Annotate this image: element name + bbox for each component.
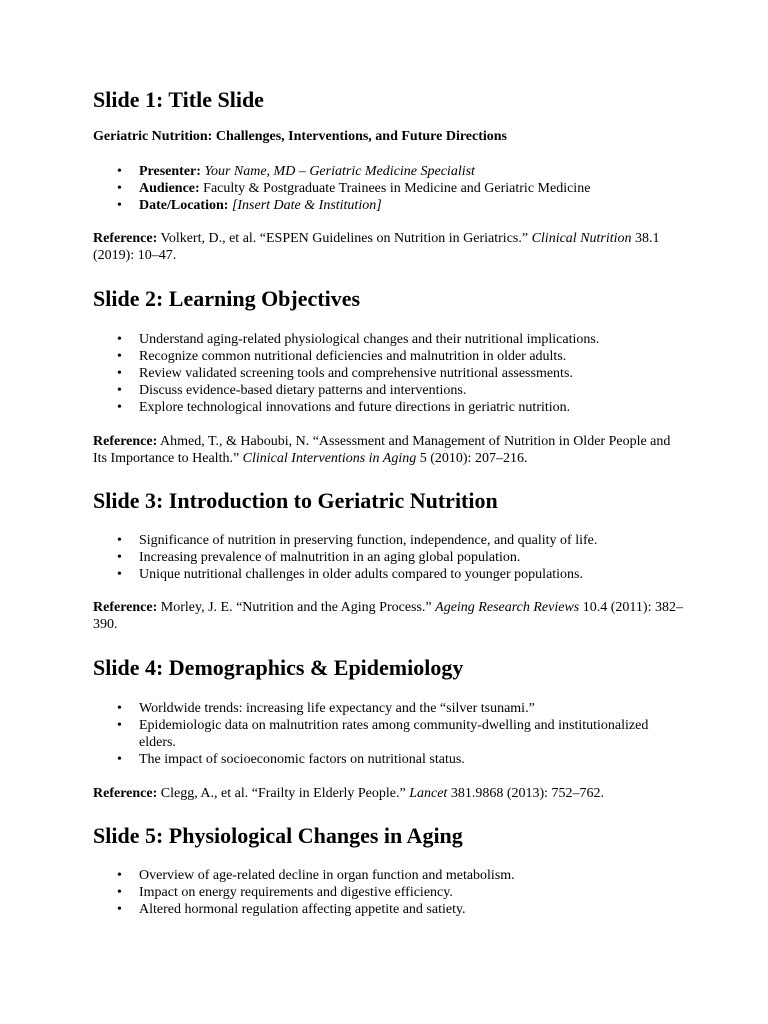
- slide1-heading: Slide 1: Title Slide: [93, 87, 264, 112]
- slide1-subtitle: Geriatric Nutrition: Challenges, Interventions, and Future Directions: [93, 129, 508, 144]
- slide3-reference: [93, 599, 683, 633]
- document-page: [93, 86, 683, 918]
- reference-citation: 10.4 (2011): 382–390.: [93, 600, 683, 632]
- slide2-heading: Slide 2: Learning Objectives: [93, 286, 361, 311]
- slide3-heading: Slide 3: Introduction to Geriatric Nutrition: [93, 488, 498, 513]
- audience-label: Audience:: [139, 181, 200, 196]
- reference-text: Morley, J. E. “Nutrition and the Aging Process.”: [160, 600, 432, 615]
- list-item: • Explore technological innovations and future directions in geriatric nutrition.: [139, 399, 683, 416]
- reference-citation: 381.9868 (2013): 752–762.: [450, 786, 605, 801]
- list-item: • Overview of age-related decline in organ function and metabolism.: [139, 867, 683, 884]
- slide4-bullet-list: [93, 700, 683, 768]
- reference-journal: Clinical Nutrition: [531, 231, 632, 246]
- list-item: [139, 180, 683, 197]
- audience-value: Faculty & Postgraduate Trainees in Medicine and Geriatric Medicine: [203, 181, 591, 196]
- list-item: • Significance of nutrition in preserving function, independence, and quality of life.: [139, 532, 683, 549]
- slide1-reference: [93, 230, 683, 264]
- slide2-reference: [93, 433, 683, 467]
- slide4-reference: [93, 785, 683, 802]
- list-item: • Unique nutritional challenges in older adults compared to younger populations.: [139, 566, 683, 583]
- slide3-bullet-list: [93, 532, 683, 583]
- presenter-label: Presenter:: [139, 164, 201, 179]
- reference-journal: Clinical Interventions in Aging: [242, 451, 417, 466]
- slide5-heading: Slide 5: Physiological Changes in Aging: [93, 823, 463, 848]
- list-item: • Impact on energy requirements and digestive efficiency.: [139, 884, 683, 901]
- reference-label: Reference:: [93, 600, 158, 615]
- slide5-bullet-list: [93, 867, 683, 918]
- reference-label: Reference:: [93, 434, 158, 449]
- list-item: [139, 163, 683, 180]
- date-label: Date/Location:: [139, 198, 229, 213]
- reference-citation: 38.1 (2019): 10–47.: [93, 231, 660, 263]
- reference-journal: Lancet: [409, 786, 448, 801]
- reference-label: Reference:: [93, 231, 158, 246]
- list-item: • Discuss evidence-based dietary patterns and interventions.: [139, 382, 683, 399]
- list-item: • Understand aging-related physiological changes and their nutritional implications.: [139, 331, 683, 348]
- reference-label: Reference:: [93, 786, 158, 801]
- list-item: • Recognize common nutritional deficiencies and malnutrition in older adults.: [139, 348, 683, 365]
- slide4-heading: Slide 4: Demographics & Epidemiology: [93, 655, 464, 680]
- reference-citation: 5 (2010): 207–216.: [419, 451, 528, 466]
- reference-text: Ahmed, T., & Haboubi, N. “Assessment and Management of Nutrition in Older People and Its Importance to Health.”: [93, 434, 671, 466]
- reference-text: Volkert, D., et al. “ESPEN Guidelines on Nutrition in Geriatrics.”: [160, 231, 529, 246]
- list-item: • Epidemiologic data on malnutrition rates among community-dwelling and institutionalized elders.: [139, 717, 683, 751]
- reference-text: Clegg, A., et al. “Frailty in Elderly People.”: [160, 786, 406, 801]
- list-item: • Increasing prevalence of malnutrition in an aging global population.: [139, 549, 683, 566]
- list-item: • Altered hormonal regulation affecting appetite and satiety.: [139, 901, 683, 918]
- slide2-bullet-list: [93, 331, 683, 416]
- slide1-bullet-list: [93, 163, 683, 214]
- date-value: [Insert Date & Institution]: [231, 198, 382, 213]
- list-item: • Worldwide trends: increasing life expectancy and the “silver tsunami.”: [139, 700, 683, 717]
- list-item: • The impact of socioeconomic factors on nutritional status.: [139, 751, 683, 768]
- list-item: [139, 197, 683, 214]
- reference-journal: Ageing Research Reviews: [435, 600, 580, 615]
- presenter-value: Your Name, MD – Geriatric Medicine Specialist: [204, 164, 475, 179]
- list-item: • Review validated screening tools and comprehensive nutritional assessments.: [139, 365, 683, 382]
